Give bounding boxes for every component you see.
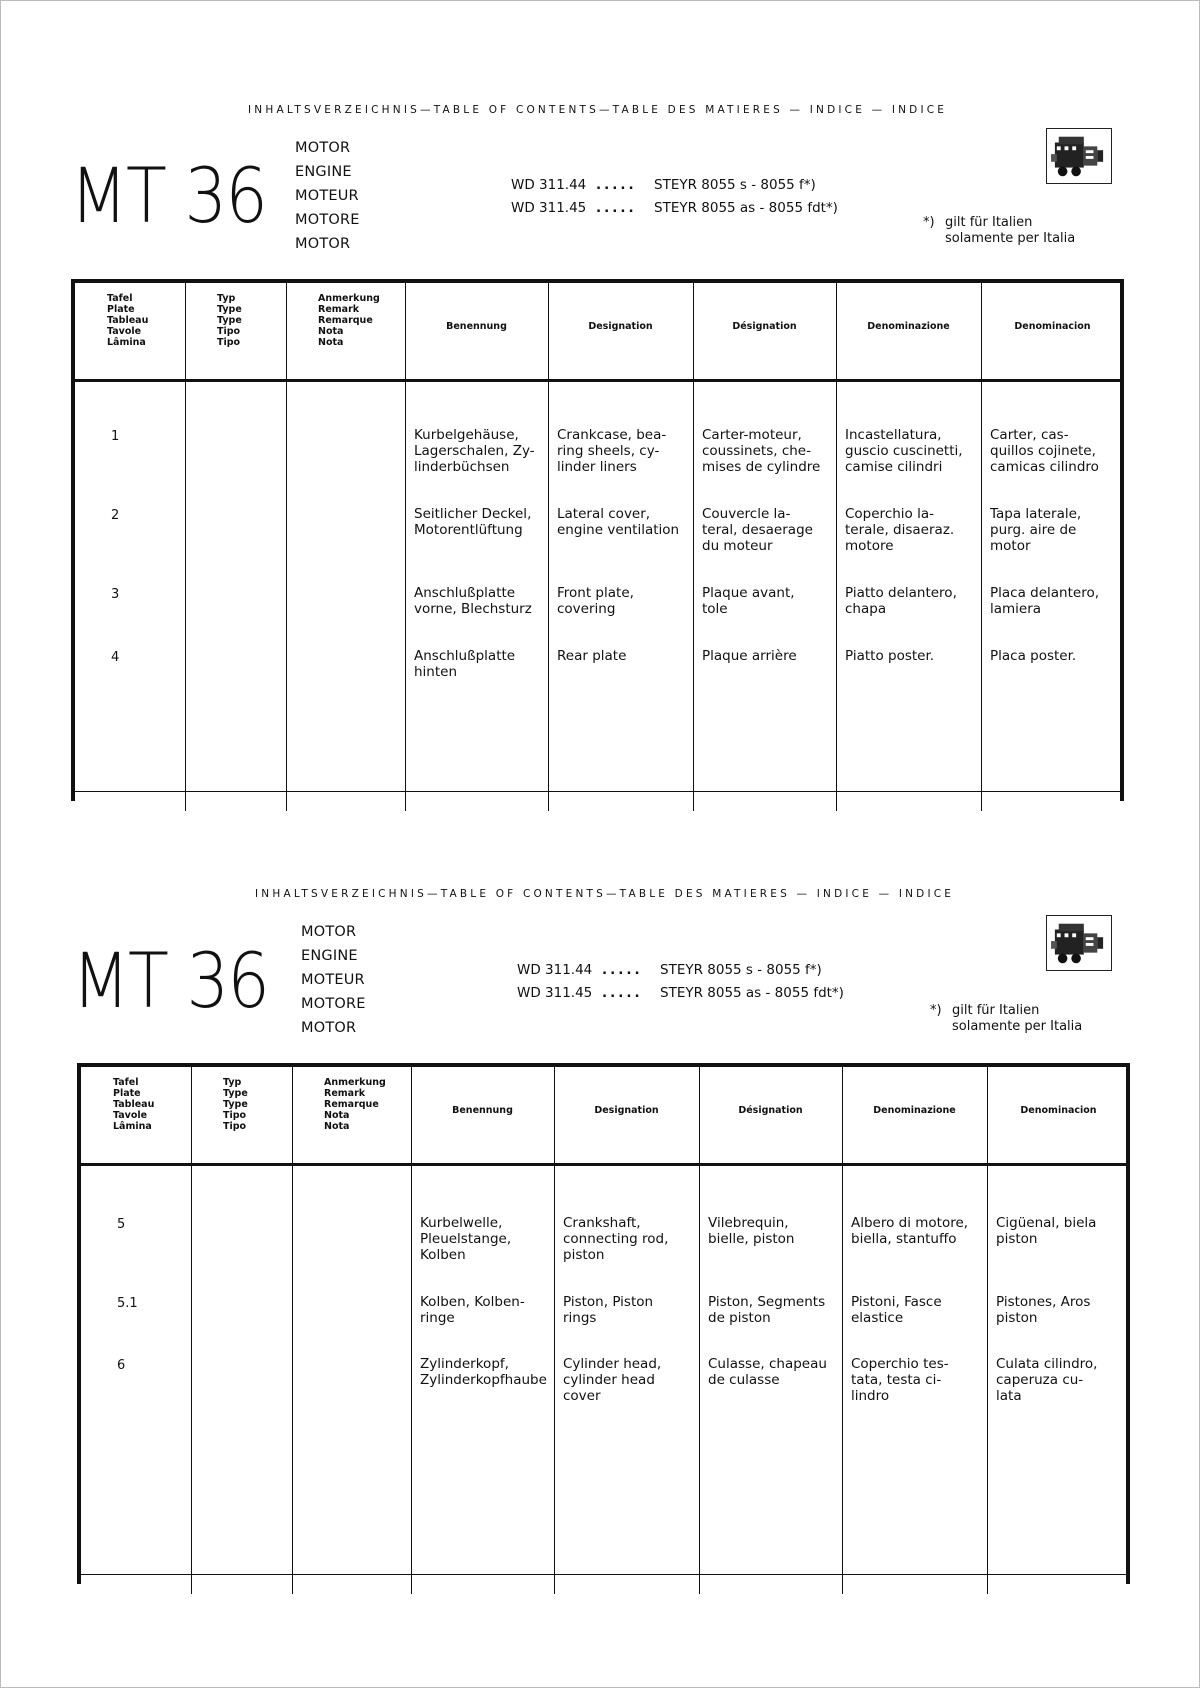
- row-cell-de: Zylinderkopf, Zylinderkopfhaube: [420, 1356, 547, 1388]
- footnote-text: solamente per Italia: [952, 1019, 1083, 1034]
- group-name: MOTEUR: [301, 972, 365, 988]
- column-divider: [286, 283, 287, 811]
- row-cell-it: Incastellatura, guscio cuscinetti, camise cilindri: [845, 427, 963, 475]
- table-bottom-rule: [71, 791, 1124, 792]
- row-cell-es: Culata cilindro, caperuza cu- lata: [996, 1356, 1098, 1404]
- group-name: MOTOR: [295, 236, 351, 252]
- model-number: WD 311.45: [517, 985, 593, 1001]
- column-divider: [548, 283, 549, 811]
- column-header-fr: Désignation: [732, 321, 797, 332]
- engine-icon: [1046, 128, 1112, 184]
- toc-table: [77, 1063, 1130, 1584]
- model-number: WD 311.45: [511, 200, 587, 216]
- column-header-en: Designation: [588, 321, 653, 332]
- row-cell-fr: Couvercle la- teral, desaerage du moteur: [702, 506, 813, 554]
- row-cell-it: Piatto delantero, chapa: [845, 585, 957, 617]
- row-cell-it: Piatto poster.: [845, 648, 935, 664]
- footnote-text: solamente per Italia: [945, 231, 1076, 246]
- group-name-list: [295, 136, 360, 256]
- row-cell-es: Placa poster.: [990, 648, 1077, 664]
- column-header-en: Designation: [594, 1105, 659, 1116]
- footnote: [930, 1003, 1082, 1035]
- model-number: WD 311.44: [517, 962, 593, 978]
- group-name: MOTOR: [301, 924, 357, 940]
- group-name: MOTEUR: [295, 188, 359, 204]
- footnote-mark: *): [923, 215, 935, 230]
- group-code: MT 36: [70, 151, 267, 240]
- plate-number: 5: [117, 1217, 126, 1232]
- column-header-plate: Tafel Plate Tableau Tavole Lâmina: [107, 293, 149, 348]
- column-header-remark: Anmerkung Remark Remarque Nota Nota: [324, 1077, 386, 1132]
- column-header-fr: Désignation: [738, 1105, 803, 1116]
- model-description: STEYR 8055 as - 8055 fdt*): [660, 985, 844, 1001]
- row-cell-en: Piston, Piston rings: [563, 1294, 654, 1326]
- column-divider: [842, 1067, 843, 1594]
- column-header-type: Typ Type Type Tipo Tipo: [223, 1077, 248, 1132]
- column-divider: [411, 1067, 412, 1594]
- leader-dots: .....: [602, 962, 643, 978]
- model-number: WD 311.44: [511, 177, 587, 193]
- plate-number: 5.1: [117, 1296, 138, 1311]
- model-description: STEYR 8055 as - 8055 fdt*): [654, 200, 838, 216]
- row-cell-fr: Carter-moteur, coussinets, che- mises de cylindre: [702, 427, 821, 475]
- engine-icon: [1046, 915, 1112, 971]
- row-cell-de: Kurbelgehäuse, Lagerschalen, Zy- linderbüchsen: [414, 427, 535, 475]
- table-bottom-rule: [77, 1574, 1130, 1575]
- row-cell-en: Cylinder head, cylinder head cover: [563, 1356, 662, 1404]
- footnote: [923, 215, 1075, 247]
- row-cell-it: Coperchio la- terale, disaeraz. motore: [845, 506, 955, 554]
- column-divider: [292, 1067, 293, 1594]
- plate-number: 3: [111, 587, 120, 602]
- column-header-it: Denominazione: [873, 1105, 956, 1116]
- row-cell-fr: Plaque arrière: [702, 648, 797, 664]
- toc-header: INHALTSVERZEICHNIS—TABLE OF CONTENTS—TABLE DES MATIERES — INDICE — INDICE: [255, 888, 955, 900]
- toc-header: INHALTSVERZEICHNIS—TABLE OF CONTENTS—TABLE DES MATIERES — INDICE — INDICE: [248, 104, 948, 116]
- row-cell-es: Tapa laterale, purg. aire de motor: [990, 506, 1082, 554]
- group-name-list: [301, 920, 366, 1040]
- column-divider: [185, 283, 186, 811]
- model-line: [517, 982, 844, 1005]
- group-code: MT 36: [72, 936, 269, 1025]
- row-cell-es: Cigüenal, biela piston: [996, 1215, 1097, 1247]
- model-description: STEYR 8055 s - 8055 f*): [660, 962, 822, 978]
- model-list: [517, 959, 844, 1005]
- row-cell-fr: Piston, Segments de piston: [708, 1294, 826, 1326]
- column-header-plate: Tafel Plate Tableau Tavole Lâmina: [113, 1077, 155, 1132]
- model-line: [517, 959, 844, 982]
- row-cell-fr: Culasse, chapeau de culasse: [708, 1356, 827, 1388]
- group-name: MOTOR: [301, 1020, 357, 1036]
- plate-number: 1: [111, 429, 120, 444]
- column-header-it: Denominazione: [867, 321, 950, 332]
- model-line: [511, 174, 838, 197]
- model-description: STEYR 8055 s - 8055 f*): [654, 177, 816, 193]
- column-header-de: Benennung: [446, 321, 507, 332]
- column-divider: [987, 1067, 988, 1594]
- row-cell-de: Anschlußplatte vorne, Blechsturz: [414, 585, 532, 617]
- column-header-remark: Anmerkung Remark Remarque Nota Nota: [318, 293, 380, 348]
- row-cell-en: Rear plate: [557, 648, 627, 664]
- row-cell-de: Seitlicher Deckel, Motorentlüftung: [414, 506, 532, 538]
- footnote-line: [930, 1003, 1082, 1019]
- row-cell-en: Lateral cover, engine ventilation: [557, 506, 680, 538]
- leader-dots: .....: [596, 177, 637, 193]
- group-name: ENGINE: [301, 948, 358, 964]
- footnote-line: [923, 215, 1075, 231]
- model-line: [511, 197, 838, 220]
- row-cell-it: Albero di motore, biella, stantuffo: [851, 1215, 969, 1247]
- row-cell-fr: Vilebrequin, bielle, piston: [708, 1215, 795, 1247]
- group-name: MOTOR: [295, 140, 351, 156]
- column-divider: [554, 1067, 555, 1594]
- row-cell-es: Carter, cas- quillos cojinete, camicas cilindro: [990, 427, 1099, 475]
- column-divider: [191, 1067, 192, 1594]
- column-header-es: Denominacion: [1020, 1105, 1097, 1116]
- column-header-type: Typ Type Type Tipo Tipo: [217, 293, 242, 348]
- group-name: ENGINE: [295, 164, 352, 180]
- row-cell-en: Crankshaft, connecting rod, piston: [563, 1215, 669, 1263]
- row-cell-es: Placa delantero, lamiera: [990, 585, 1100, 617]
- row-cell-de: Kolben, Kolben- ringe: [420, 1294, 525, 1326]
- plate-number: 2: [111, 508, 120, 523]
- group-name: MOTORE: [295, 212, 360, 228]
- group-name: MOTORE: [301, 996, 366, 1012]
- row-cell-es: Pistones, Aros piston: [996, 1294, 1091, 1326]
- row-cell-it: Coperchio tes- tata, testa ci- lindro: [851, 1356, 949, 1404]
- row-cell-de: Kurbelwelle, Pleuelstange, Kolben: [420, 1215, 512, 1263]
- row-cell-en: Crankcase, bea- ring sheels, cy- linder liners: [557, 427, 667, 475]
- footnote-text: gilt für Italien: [945, 215, 1033, 230]
- row-cell-en: Front plate, covering: [557, 585, 634, 617]
- column-header-de: Benennung: [452, 1105, 513, 1116]
- column-divider: [693, 283, 694, 811]
- plate-number: 6: [117, 1358, 126, 1373]
- row-cell-de: Anschlußplatte hinten: [414, 648, 516, 680]
- row-cell-it: Pistoni, Fasce elastice: [851, 1294, 942, 1326]
- model-list: [511, 174, 838, 220]
- toc-table: [71, 279, 1124, 801]
- row-cell-fr: Plaque avant, tole: [702, 585, 795, 617]
- leader-dots: .....: [602, 985, 643, 1001]
- column-divider: [699, 1067, 700, 1594]
- column-header-es: Denominacion: [1014, 321, 1091, 332]
- column-divider: [981, 283, 982, 811]
- plate-number: 4: [111, 650, 120, 665]
- footnote-text: gilt für Italien: [952, 1003, 1040, 1018]
- leader-dots: .....: [596, 200, 637, 216]
- column-divider: [836, 283, 837, 811]
- column-divider: [405, 283, 406, 811]
- footnote-mark: *): [930, 1003, 942, 1018]
